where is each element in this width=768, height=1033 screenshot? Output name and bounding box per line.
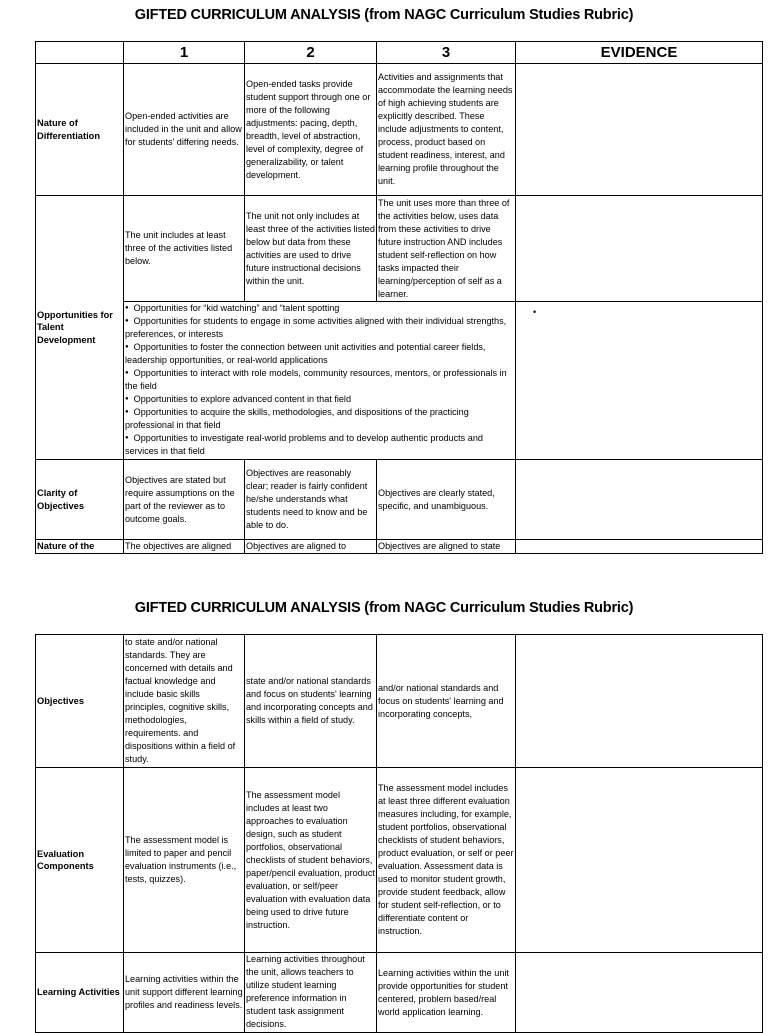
level-1-cell: Objectives are stated but require assumptions on the part of the reviewer as to outcome goals. [124,460,245,540]
level-2-cell: Open-ended tasks provide student support through one or more of the following adjustments: pacing, depth, breadth, level of abstraction, level of complexity, degree of generalizability, or talent development. [245,64,377,196]
criterion-label: Clarity of Objectives [36,460,124,540]
criterion-label: Opportunities for Talent Development [36,196,124,460]
level-2-cell: The assessment model includes at least two approaches to evaluation design, such as student portfolios, observational checklists of student behaviors, paper/pencil evaluation, product evaluation, or self/peer evaluation with evaluation data being used to drive future instruction. [245,768,377,953]
criterion-label: Nature of Differentiation [36,64,124,196]
level-1-cell: The objectives are aligned [124,540,245,554]
table-row [36,540,763,554]
header-row [36,42,763,64]
header-level-3: 3 [377,42,516,64]
level-3-cell: Learning activities within the unit provide opportunities for student centered, problem based/real world application learning. [377,953,516,1033]
level-2-cell: Objectives are reasonably clear; reader is fairly confident he/she understands what students need to know and be able to do. [245,460,377,540]
level-3-cell: Activities and assignments that accommodate the learning needs of high achieving students are explicitly described. These include adjustments to content, process, product based on student readiness, interest, and learning profile throughout the unit. [377,64,516,196]
level-2-cell: The unit not only includes at least three of the activities listed below but data from these activities are used to drive future instructional decisions within the unit. [245,196,377,302]
evidence-cell[interactable] [516,196,763,302]
level-3-cell: The assessment model includes at least three different evaluation measures including, for example, student portfolios, observational checklists of student behaviors, product evaluation, or self or peer evaluation. Assessment data is used to monitor student growth, provide student feedback, allow for student self-reflection, or to differentiate content or instruction. [377,768,516,953]
evidence-cell[interactable] [516,302,763,460]
activity-list-cell [124,302,516,460]
criterion-label: Nature of the [36,540,124,554]
page-title: GIFTED CURRICULUM ANALYSIS (from NAGC Curriculum Studies Rubric) [134,600,634,616]
list-item: ● Opportunities to foster the connection between unit activities and potential career fields, leadership opportunities, or real-world applications [125,341,514,367]
list-item: ● Opportunities for “kid watching” and “talent spotting [125,302,514,315]
level-2-cell: Learning activities throughout the unit, allows teachers to utilize student learning preference information in student task assignment decisions. [245,953,377,1033]
table-row [36,460,763,540]
evidence-cell[interactable] [516,768,763,953]
activity-list [125,302,514,458]
criterion-label: Evaluation Components [36,768,124,953]
evidence-cell[interactable] [516,635,763,768]
level-2-cell: Objectives are aligned to [245,540,377,554]
level-1-cell: to state and/or national standards. They are concerned with details and factual knowledge and include basic skills principles, cognitive skills, methodologies, requirements. and dispositions within a field of study. [124,635,245,768]
list-item: ● Opportunities to explore advanced content in that field [125,393,514,406]
level-3-cell: The unit uses more than three of the activities below, uses data from these activities to drive future instruction AND includes student self-reflection on how tasks impacted their learning/perception of self as a learner. [377,196,516,302]
rubric-table [35,41,763,554]
level-3-cell: and/or national standards and focus on students' learning and incorporating concepts, [377,635,516,768]
list-item: ● Opportunities to interact with role models, community resources, mentors, or professionals in the field [125,367,514,393]
rubric-table [35,634,763,1033]
level-1-cell: Learning activities within the unit support different learning profiles and readiness levels. [124,953,245,1033]
header-criterion [36,42,124,64]
header-evidence: EVIDENCE [516,42,763,64]
table-row [36,196,763,302]
evidence-bullet: • [533,307,537,317]
level-1-cell: Open-ended activities are included in the unit and allow for students' differing needs. [124,64,245,196]
list-item: ● Opportunities to acquire the skills, methodologies, and dispositions of the practicing professional in that field [125,406,514,432]
page-title: GIFTED CURRICULUM ANALYSIS (from NAGC Curriculum Studies Rubric) [134,7,634,23]
level-1-cell: The assessment model is limited to paper and pencil evaluation instruments (i.e., tests, quizzes). [124,768,245,953]
table-row [36,953,763,1033]
evidence-cell[interactable] [516,460,763,540]
criterion-label: Learning Activities [36,953,124,1033]
table-row [36,64,763,196]
list-item: ● Opportunities to investigate real-world problems and to develop authentic products and services in that field [125,432,514,458]
level-3-cell: Objectives are aligned to state [377,540,516,554]
level-3-cell: Objectives are clearly stated, specific, and unambiguous. [377,460,516,540]
table-row [36,302,763,460]
table-row [36,635,763,768]
level-2-cell: state and/or national standards and focus on students' learning and incorporating concepts and skills within a field of study. [245,635,377,768]
criterion-label: Objectives [36,635,124,768]
table-row [36,768,763,953]
evidence-cell[interactable] [516,64,763,196]
header-level-1: 1 [124,42,245,64]
evidence-cell[interactable] [516,953,763,1033]
list-item: ● Opportunities for students to engage in some activities aligned with their individual strengths, preferences, or interests [125,315,514,341]
header-level-2: 2 [245,42,377,64]
evidence-cell[interactable] [516,540,763,554]
level-1-cell: The unit includes at least three of the activities listed below. [124,196,245,302]
